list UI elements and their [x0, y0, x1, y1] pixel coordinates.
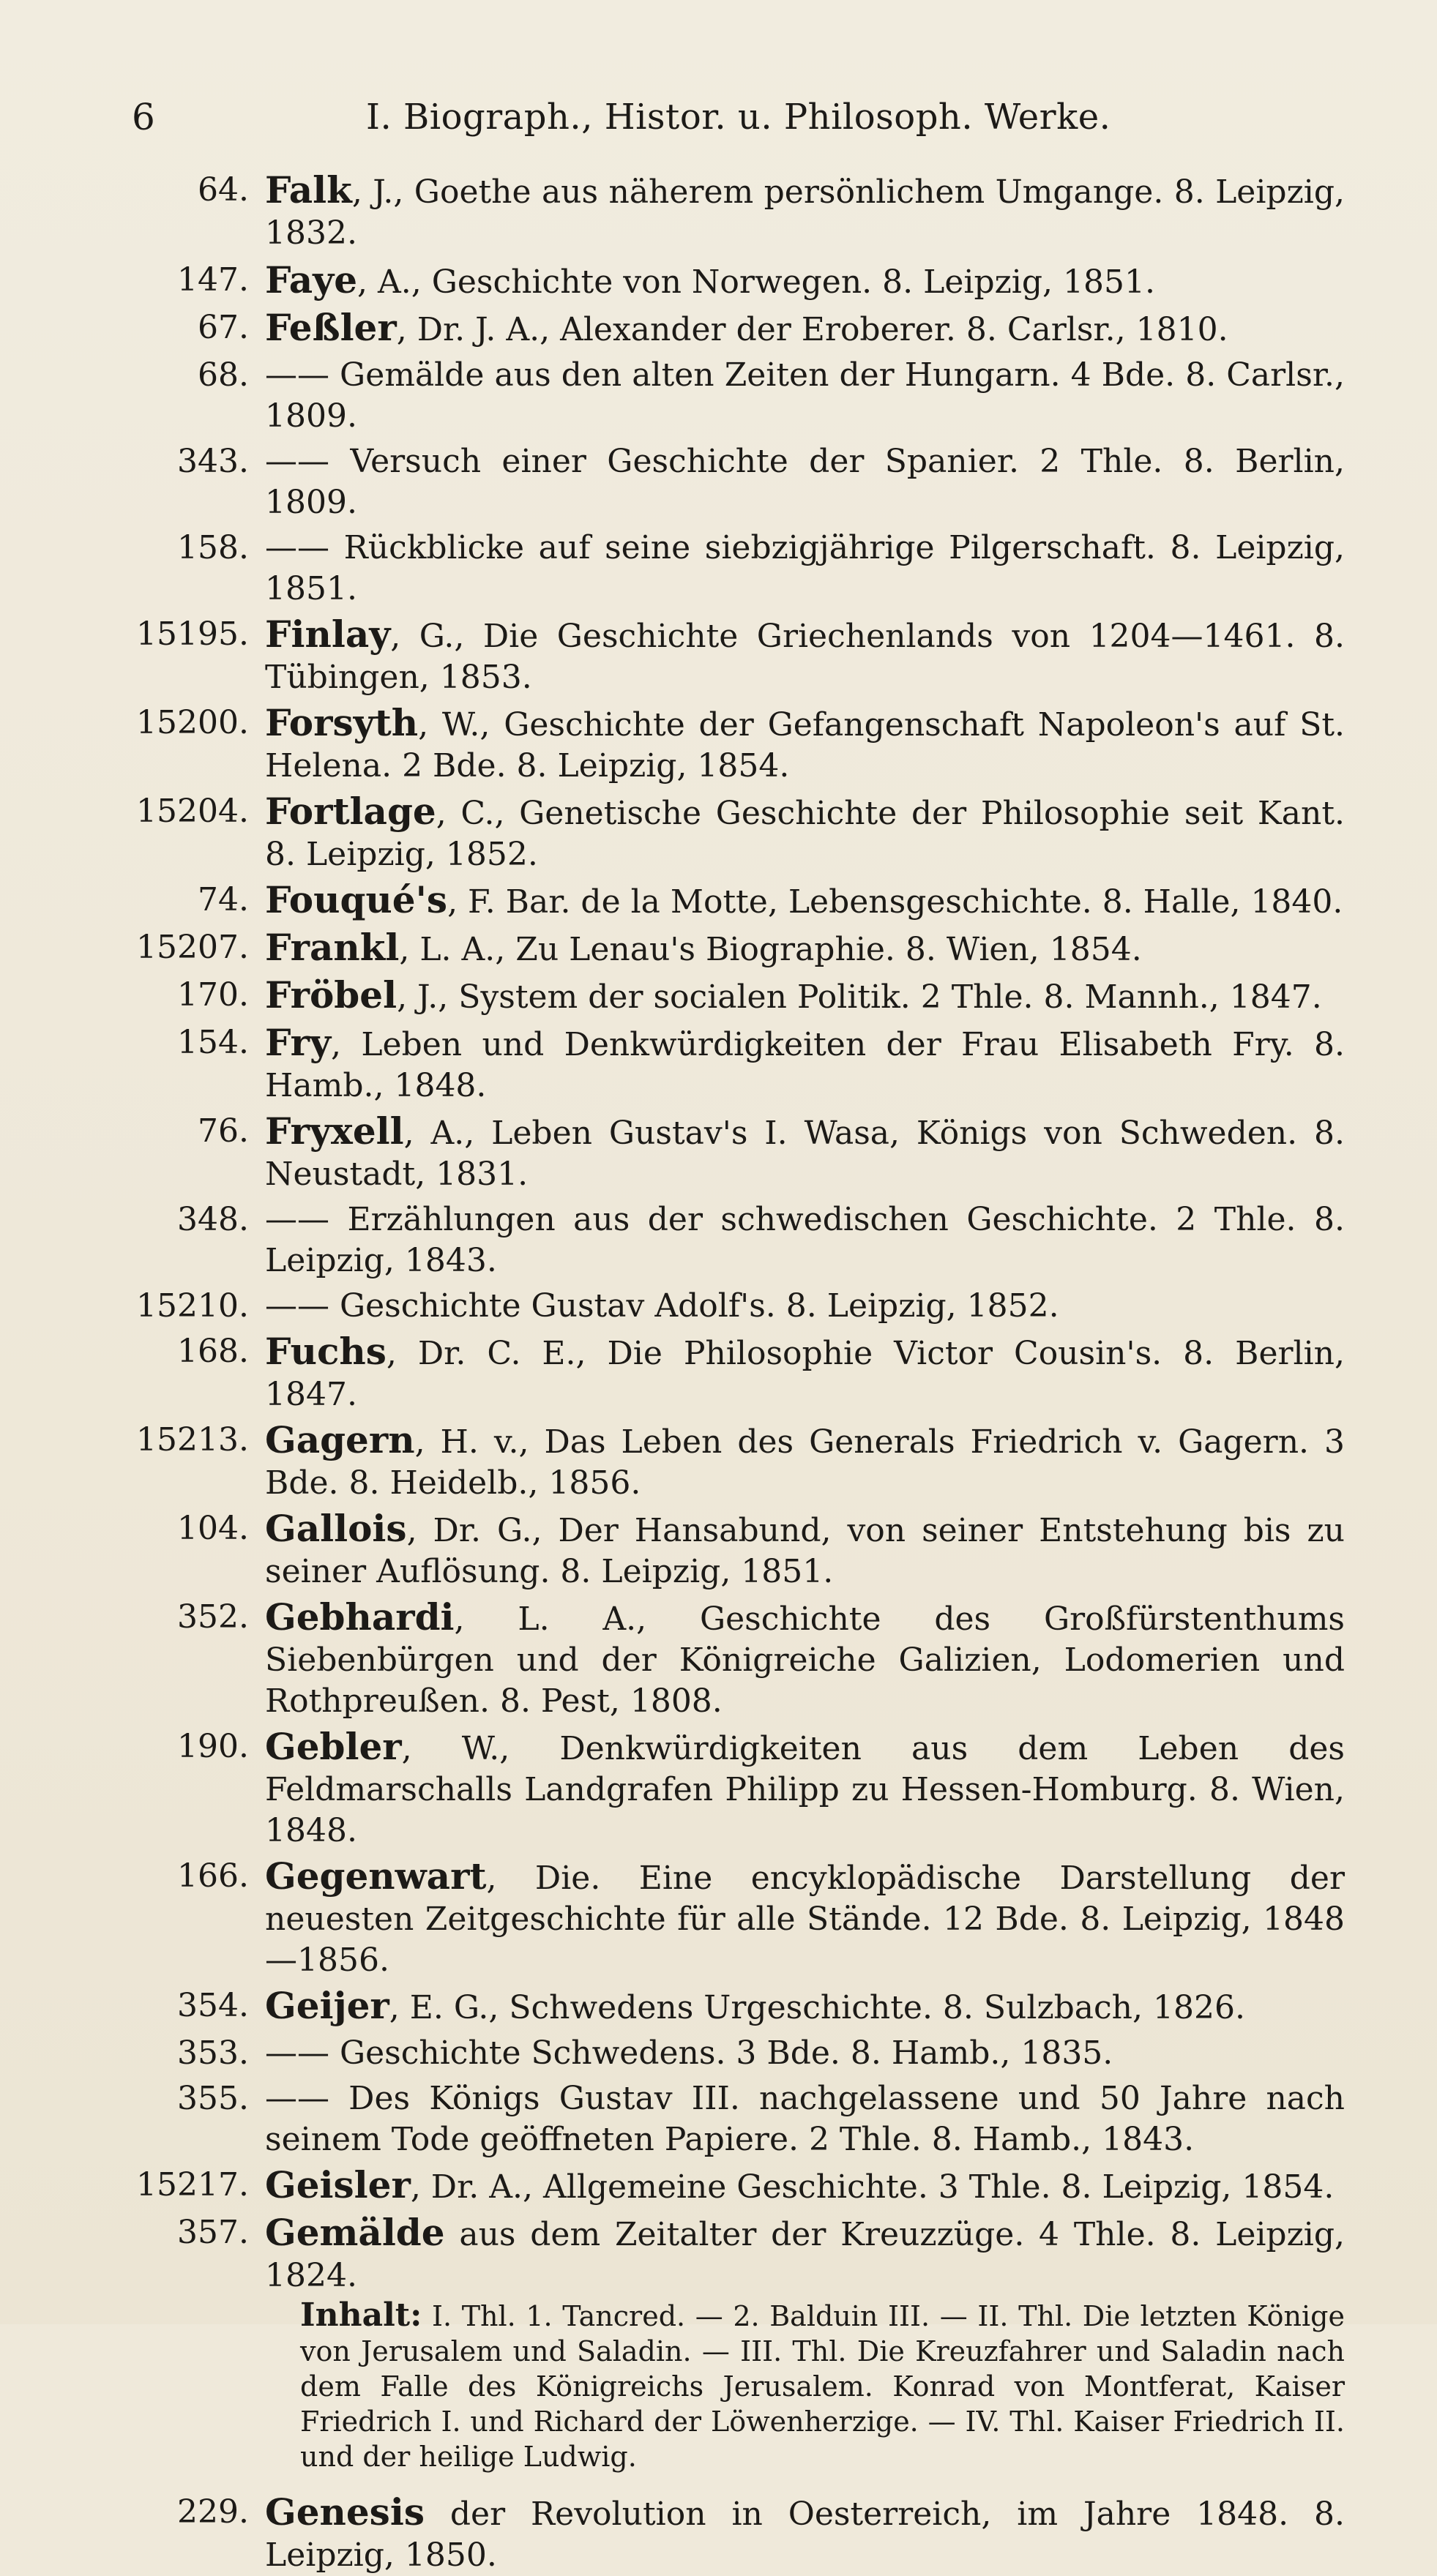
entry-details: , C., Genetische Geschichte der Philosophie seit Kant. 8. Leipzig, 1852.: [265, 795, 1345, 873]
entry-text: [265, 1726, 1345, 1852]
contents-label: Inhalt:: [300, 2296, 422, 2334]
entry-details: , L. A., Zu Lenau's Biographie. 8. Wien, 1854.: [399, 931, 1142, 968]
entry-number: 352.: [177, 1598, 249, 1636]
list-item: [0, 307, 1437, 351]
list-item: [0, 1985, 1437, 2029]
page-number: 6: [132, 96, 155, 138]
entry-text: [265, 1420, 1345, 1504]
entry-number: 64.: [198, 171, 249, 209]
entry-author: Faye: [265, 258, 358, 302]
entry-text: [265, 1286, 1345, 1327]
list-item: [0, 170, 1437, 254]
entry-number: 170.: [177, 976, 249, 1014]
entry-details: , Die. Eine encyklopädische Darstellung der neuesten Zeitgeschichte für alle Stände. 12 Bde. 8. Leipzig, 1848—1856.: [265, 1860, 1345, 1979]
entry-number: 147.: [177, 261, 249, 299]
running-title: I. Biograph., Histor. u. Philosoph. Werke.: [366, 97, 1111, 138]
entry-number: 357.: [177, 2214, 249, 2251]
entry-text: [265, 1985, 1345, 2029]
entry-details: , W., Geschichte der Gefangenschaft Napoleon's auf St. Helena. 2 Bde. 8. Leipzig, 1854.: [265, 706, 1345, 785]
entry-number: 354.: [177, 1987, 249, 2024]
entry-number: 67.: [198, 309, 249, 346]
list-item: [0, 1111, 1437, 1195]
list-item: [0, 975, 1437, 1018]
entry-details: —— Geschichte Gustav Adolf's. 8. Leipzig, 1852.: [265, 1287, 1059, 1325]
list-item: [0, 1331, 1437, 1415]
entry-author: Gemälde: [265, 2211, 445, 2254]
entry-number: 190.: [177, 1728, 249, 1765]
entry-author: Fouqué's: [265, 878, 448, 921]
entry-details: , Dr. A., Allgemeine Geschichte. 3 Thle. 8. Leipzig, 1854.: [410, 2168, 1335, 2206]
list-item: [0, 2492, 1437, 2576]
entry-number: 355.: [177, 2080, 249, 2117]
entry-text: [265, 880, 1345, 923]
list-item: [0, 1508, 1437, 1592]
entry-details: , J., System der socialen Politik. 2 Thle. 8. Mannh., 1847.: [397, 978, 1322, 1016]
list-item: [0, 614, 1437, 698]
entry-details: , Leben und Denkwürdigkeiten der Frau Elisabeth Fry. 8. Hamb., 1848.: [265, 1026, 1345, 1104]
entry-details: , A., Leben Gustav's I. Wasa, Königs von Schweden. 8. Neustadt, 1831.: [265, 1115, 1345, 1193]
entry-text: [265, 170, 1345, 254]
entry-text: [265, 441, 1345, 523]
entry-text: [265, 791, 1345, 875]
entry-author: Gebler: [265, 1725, 402, 1768]
entry-author: Geisler: [265, 2163, 411, 2206]
entry-details: —— Gemälde aus den alten Zeiten der Hungarn. 4 Bde. 8. Carlsr., 1809.: [265, 356, 1345, 435]
entry-text: [265, 1856, 1345, 1981]
entry-author: Gagern: [265, 1418, 415, 1461]
entry-text: [265, 975, 1345, 1018]
catalogue-entries: [0, 170, 1437, 2576]
entry-number: 76.: [198, 1112, 249, 1150]
entry-details: —— Versuch einer Geschichte der Spanier. 2 Thle. 8. Berlin, 1809.: [265, 443, 1345, 521]
list-item: [0, 1286, 1437, 1327]
entry-details: der Revolution in Oesterreich, im Jahre 1848. 8. Leipzig, 1850.: [265, 2496, 1345, 2574]
list-item: [0, 927, 1437, 970]
list-item: [0, 2165, 1437, 2208]
entry-text: [265, 355, 1345, 437]
entry-author: Gallois: [265, 1507, 407, 1550]
list-item: [0, 791, 1437, 875]
entry-number: 15217.: [136, 2166, 249, 2204]
entry-author: Gegenwart: [265, 1854, 487, 1898]
entry-author: Fryxell: [265, 1109, 404, 1153]
list-item: [0, 1597, 1437, 1722]
entry-author: Feßler: [265, 306, 397, 349]
entry-text: [265, 528, 1345, 610]
entry-text: [265, 614, 1345, 698]
entry-details: , W., Denkwürdigkeiten aus dem Leben des Feldmarschalls Landgrafen Philipp zu Hessen-Homburg. 8. Wien, 1848.: [265, 1730, 1345, 1849]
entry-text: [265, 2165, 1345, 2208]
entry-text: [265, 703, 1345, 787]
entry-author: Fuchs: [265, 1330, 387, 1373]
list-item: [0, 355, 1437, 437]
entry-text: [265, 927, 1345, 970]
entry-author: Genesis: [265, 2490, 425, 2534]
entry-number: 15195.: [136, 615, 249, 653]
list-item: [0, 2078, 1437, 2160]
entry-text: [265, 2033, 1345, 2074]
entry-text: [265, 2492, 1345, 2576]
entry-text: [265, 1508, 1345, 1592]
entry-details: —— Des Königs Gustav III. nachgelassene und 50 Jahre nach seinem Tode geöffneten Papiere. 2 Thle. 8. Hamb., 1843.: [265, 2080, 1345, 2158]
entry-number: 68.: [198, 356, 249, 394]
entry-details: , G., Die Geschichte Griechenlands von 1204—1461. 8. Tübingen, 1853.: [265, 618, 1345, 696]
entry-number: 229.: [177, 2493, 249, 2531]
list-item: [0, 1022, 1437, 1107]
list-item: [0, 2212, 1437, 2296]
entry-details: aus dem Zeitalter der Kreuzzüge. 4 Thle. 8. Leipzig, 1824.: [265, 2216, 1345, 2294]
list-item: [0, 703, 1437, 787]
entry-number: 104.: [177, 1510, 249, 1547]
list-item: [0, 1420, 1437, 1504]
entry-number: 15200.: [136, 704, 249, 741]
entry-author: Geijer: [265, 1984, 389, 2027]
entry-number: 168.: [177, 1333, 249, 1370]
entry-details: , Dr. G., Der Hansabund, von seiner Entstehung bis zu seiner Auflösung. 8. Leipzig, 1851.: [265, 1512, 1345, 1590]
entry-details: , E. G., Schwedens Urgeschichte. 8. Sulzbach, 1826.: [389, 1989, 1245, 2026]
contents-text: I. Thl. 1. Tancred. — 2. Balduin III. — II. Thl. Die letzten Könige von Jerusalem und Saladin. — III. Thl. Die Kreuzfahrer und Saladin nach dem Falle des Königreichs Jerusalem. Konrad von Montferat, Kaiser Friedrich I. und Richard der Löwenherzige. — IV. Thl. Kaiser Friedrich II. und der heilige Ludwig.: [300, 2300, 1345, 2473]
list-item: [0, 528, 1437, 610]
entry-author: Fortlage: [265, 790, 436, 833]
entry-text: [265, 260, 1345, 303]
entry-author: Falk: [265, 168, 352, 211]
entry-author: Fröbel: [265, 973, 397, 1016]
entry-number: 343.: [177, 443, 249, 480]
entry-author: Forsyth: [265, 701, 419, 744]
entry-author: Gebhardi: [265, 1595, 455, 1639]
entry-text: [265, 1331, 1345, 1415]
entry-number: 15210.: [136, 1287, 249, 1325]
entry-details: , L. A., Geschichte des Großfürstenthums Siebenbürgen und der Königreiche Galizien, Lodomerien und Rothpreußen. 8. Pest, 1808.: [265, 1600, 1345, 1720]
entry-text: [265, 1597, 1345, 1722]
entry-number: 166.: [177, 1857, 249, 1895]
contents-note: [300, 2298, 1345, 2474]
entry-author: Fry: [265, 1021, 332, 1064]
entry-number: 15207.: [136, 929, 249, 966]
entry-text: [265, 1111, 1345, 1195]
entry-number: 74.: [198, 881, 249, 918]
entry-number: 353.: [177, 2034, 249, 2072]
entry-details: —— Rückblicke auf seine siebzigjährige Pilgerschaft. 8. Leipzig, 1851.: [265, 529, 1345, 607]
entry-details: , F. Bar. de la Motte, Lebensgeschichte. 8. Halle, 1840.: [447, 883, 1343, 921]
list-item: [0, 260, 1437, 303]
entry-author: Finlay: [265, 613, 391, 656]
entry-text: [265, 1199, 1345, 1281]
entry-details: —— Erzählungen aus der schwedischen Geschichte. 2 Thle. 8. Leipzig, 1843.: [265, 1201, 1345, 1279]
entry-details: , A., Geschichte von Norwegen. 8. Leipzig, 1851.: [357, 263, 1155, 301]
entry-details: , J., Goethe aus näherem persönlichem Umgange. 8. Leipzig, 1832.: [265, 173, 1345, 252]
entry-text: [265, 307, 1345, 351]
entry-text: [265, 2212, 1345, 2296]
entry-text: [265, 1022, 1345, 1107]
list-item: [0, 880, 1437, 923]
entry-number: 15204.: [136, 793, 249, 830]
entry-details: , Dr. C. E., Die Philosophie Victor Cousin's. 8. Berlin, 1847.: [265, 1335, 1345, 1413]
list-item: [0, 1726, 1437, 1852]
entry-details: —— Geschichte Schwedens. 3 Bde. 8. Hamb., 1835.: [265, 2034, 1113, 2072]
entry-text: [265, 2078, 1345, 2160]
list-item: [0, 441, 1437, 523]
entry-number: 158.: [177, 529, 249, 566]
list-item: [0, 1199, 1437, 1281]
entry-number: 154.: [177, 1024, 249, 1061]
page-header: [0, 84, 1437, 150]
list-item: [0, 1856, 1437, 1981]
list-item: [0, 2033, 1437, 2074]
entry-number: 15213.: [136, 1421, 249, 1459]
entry-details: , H. v., Das Leben des Generals Friedrich v. Gagern. 3 Bde. 8. Heidelb., 1856.: [265, 1423, 1345, 1502]
entry-number: 348.: [177, 1201, 249, 1238]
entry-author: Frankl: [265, 926, 400, 969]
entry-details: , Dr. J. A., Alexander der Eroberer. 8. Carlsr., 1810.: [396, 311, 1228, 348]
